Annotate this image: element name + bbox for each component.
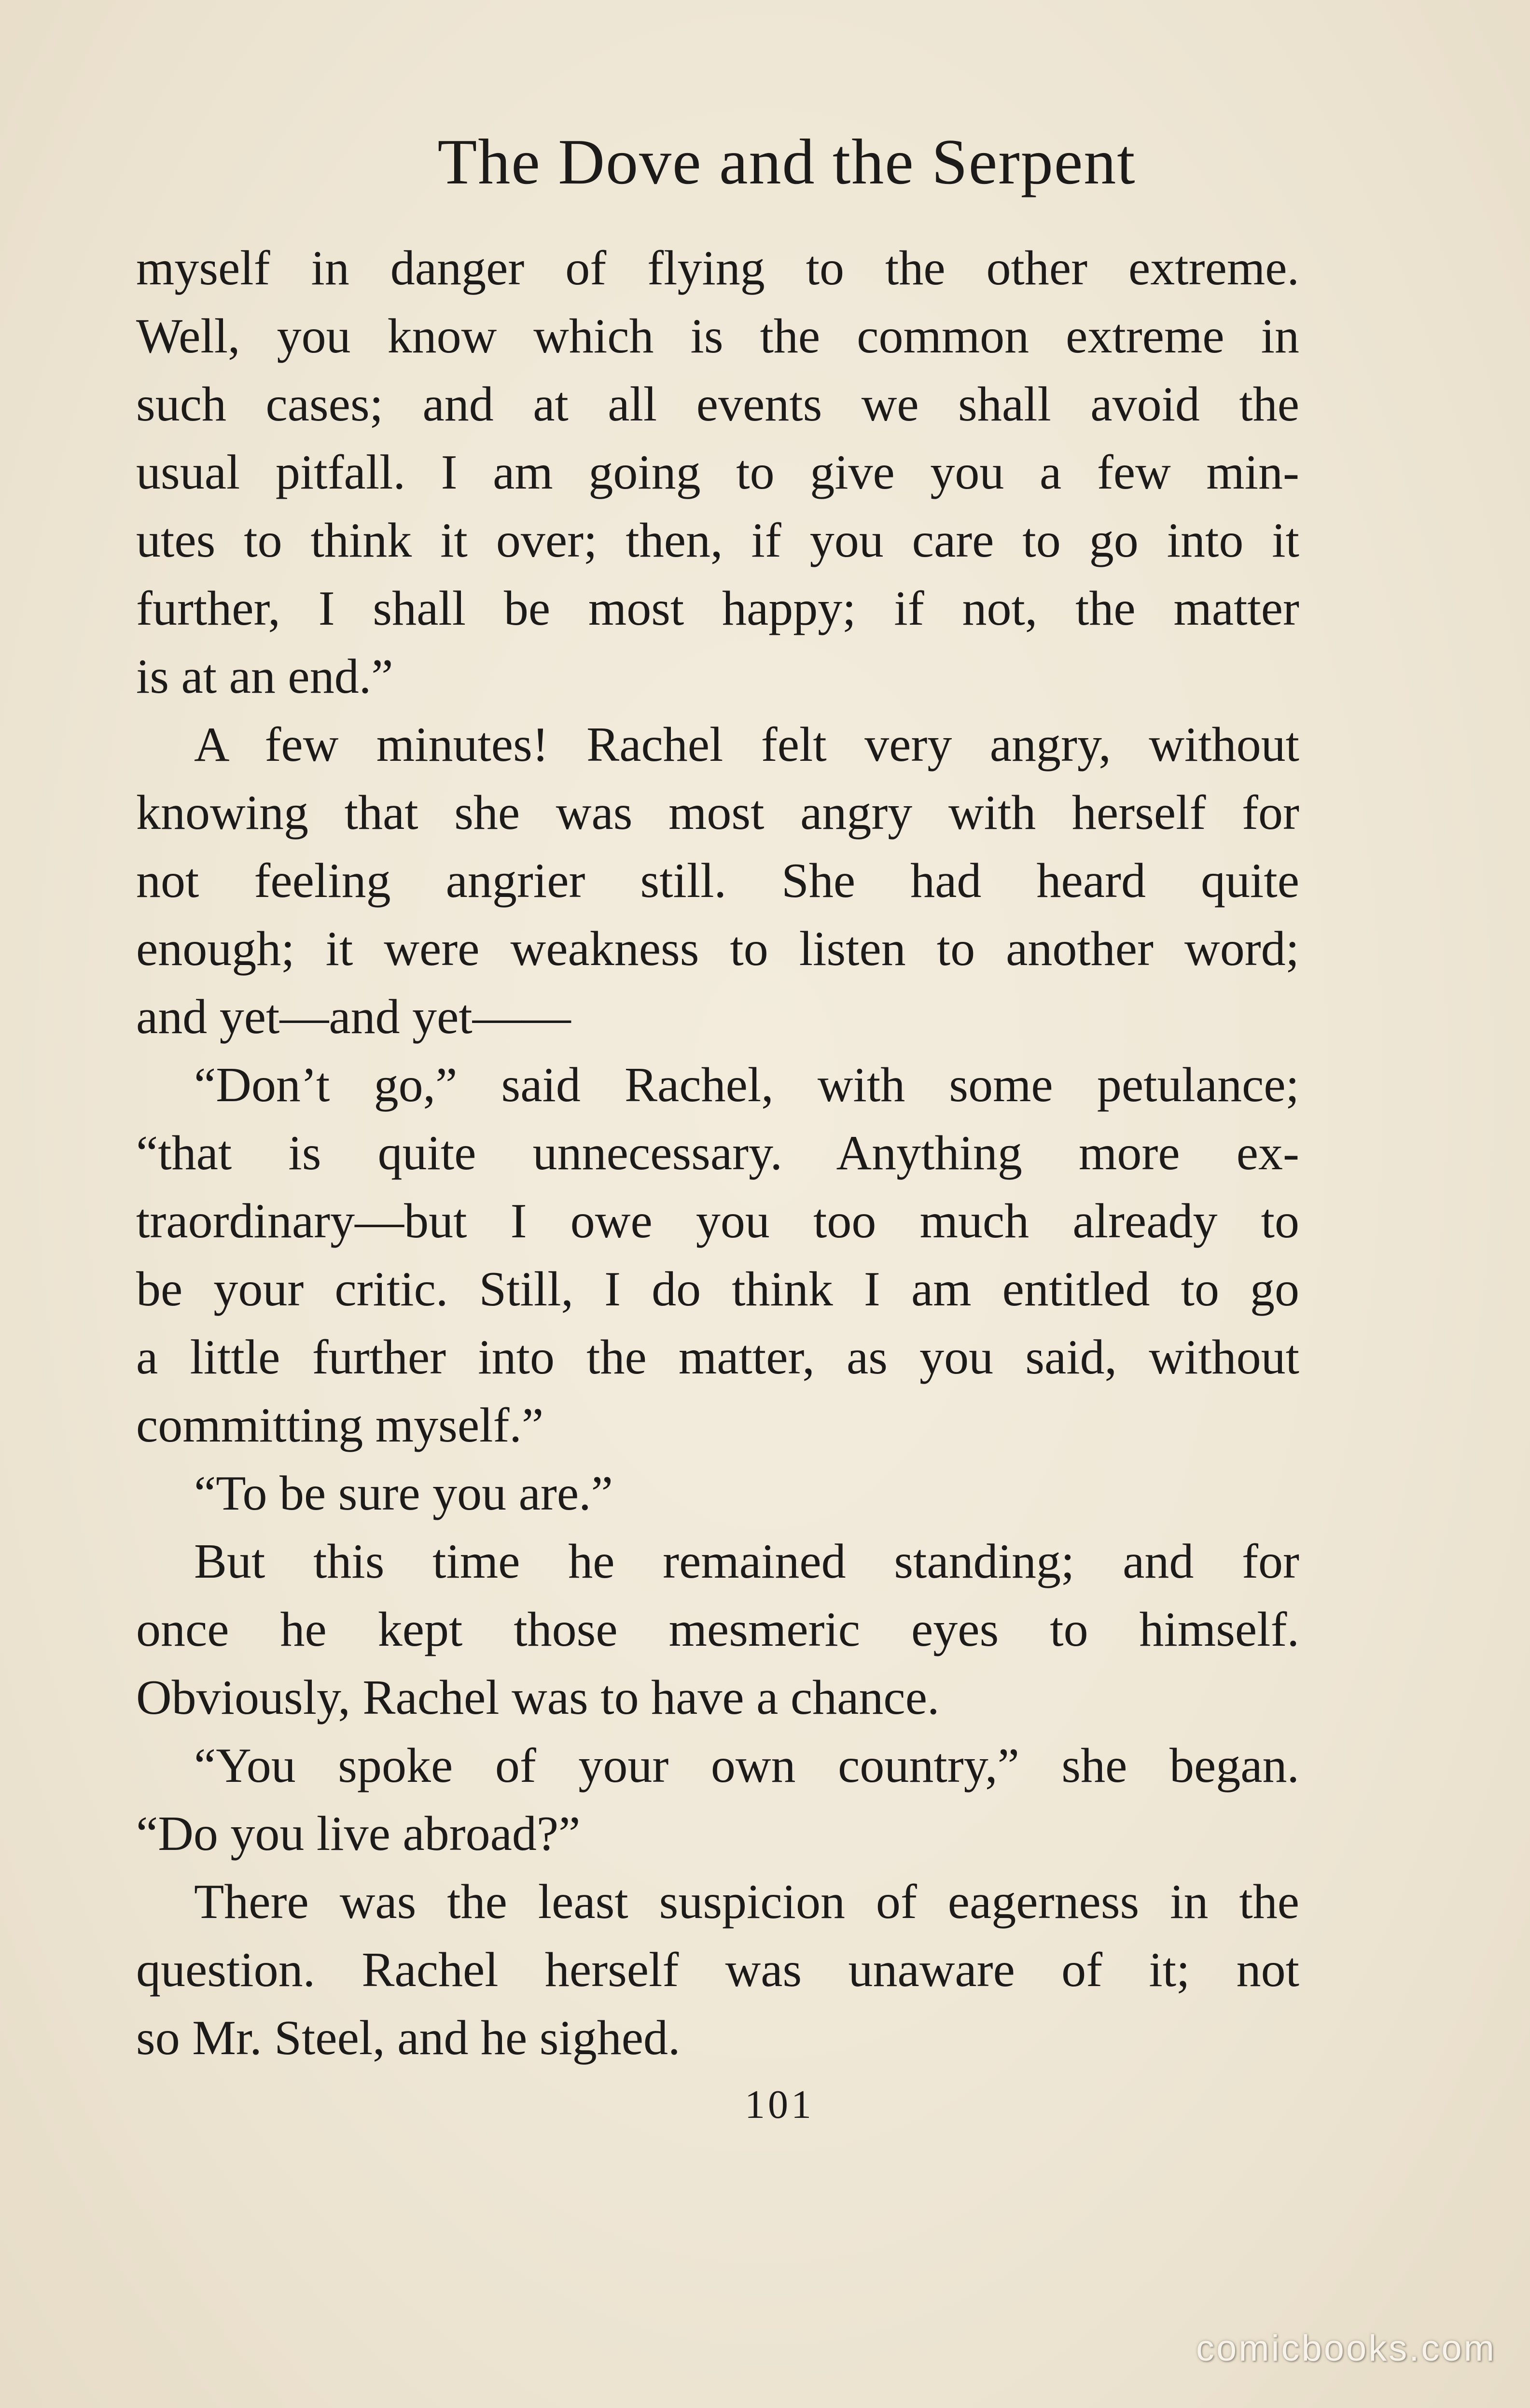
text-line: “Do you live abroad?” <box>136 1806 581 1861</box>
text-line: not feeling angrier still. She had heard quite <box>136 854 1299 908</box>
text-line: is at an end.” <box>136 649 393 704</box>
text-line: A few minutes! Rachel felt very angry, without <box>194 717 1299 772</box>
text-line: once he kept those mesmeric eyes to himself. <box>136 1602 1299 1657</box>
text-line: and yet—and yet—— <box>136 990 571 1044</box>
running-head: The Dove and the Serpent <box>437 126 1136 197</box>
text-line: so Mr. Steel, and he sighed. <box>136 2011 681 2065</box>
text-line: usual pitfall. I am going to give you a few min- <box>136 445 1299 500</box>
text-line: enough; it were weakness to listen to another word; <box>136 922 1299 976</box>
body-text <box>136 234 1299 2072</box>
page-number: 101 <box>745 2082 814 2127</box>
text-line: question. Rachel herself was unaware of it; not <box>136 1943 1299 1997</box>
text-line: Well, you know which is the common extreme in <box>136 309 1299 364</box>
text-line: “Don’t go,” said Rachel, with some petulance; <box>194 1058 1299 1112</box>
text-line: further, I shall be most happy; if not, the matter <box>136 581 1299 636</box>
text-line: There was the least suspicion of eagerness in the <box>194 1875 1299 1929</box>
text-line: committing myself.” <box>136 1398 544 1453</box>
text-line: Obviously, Rachel was to have a chance. <box>136 1670 940 1725</box>
text-line: “To be sure you are.” <box>194 1466 613 1521</box>
text-line: traordinary—but I owe you too much already to <box>136 1194 1299 1248</box>
text-line: myself in danger of flying to the other extreme. <box>136 241 1299 295</box>
text-line: knowing that she was most angry with herself for <box>136 785 1299 840</box>
text-line: be your critic. Still, I do think I am entitled to go <box>136 1262 1299 1316</box>
text-line: “that is quite unnecessary. Anything more ex- <box>136 1126 1299 1180</box>
text-line: But this time he remained standing; and for <box>194 1534 1299 1589</box>
text-line: utes to think it over; then, if you care to go into it <box>136 513 1299 568</box>
watermark: comicbooks.com <box>1196 2328 1496 2369</box>
text-line: a little further into the matter, as you said, without <box>136 1330 1299 1385</box>
text-line: such cases; and at all events we shall avoid the <box>136 377 1299 432</box>
text-line: “You spoke of your own country,” she began. <box>194 1738 1299 1793</box>
